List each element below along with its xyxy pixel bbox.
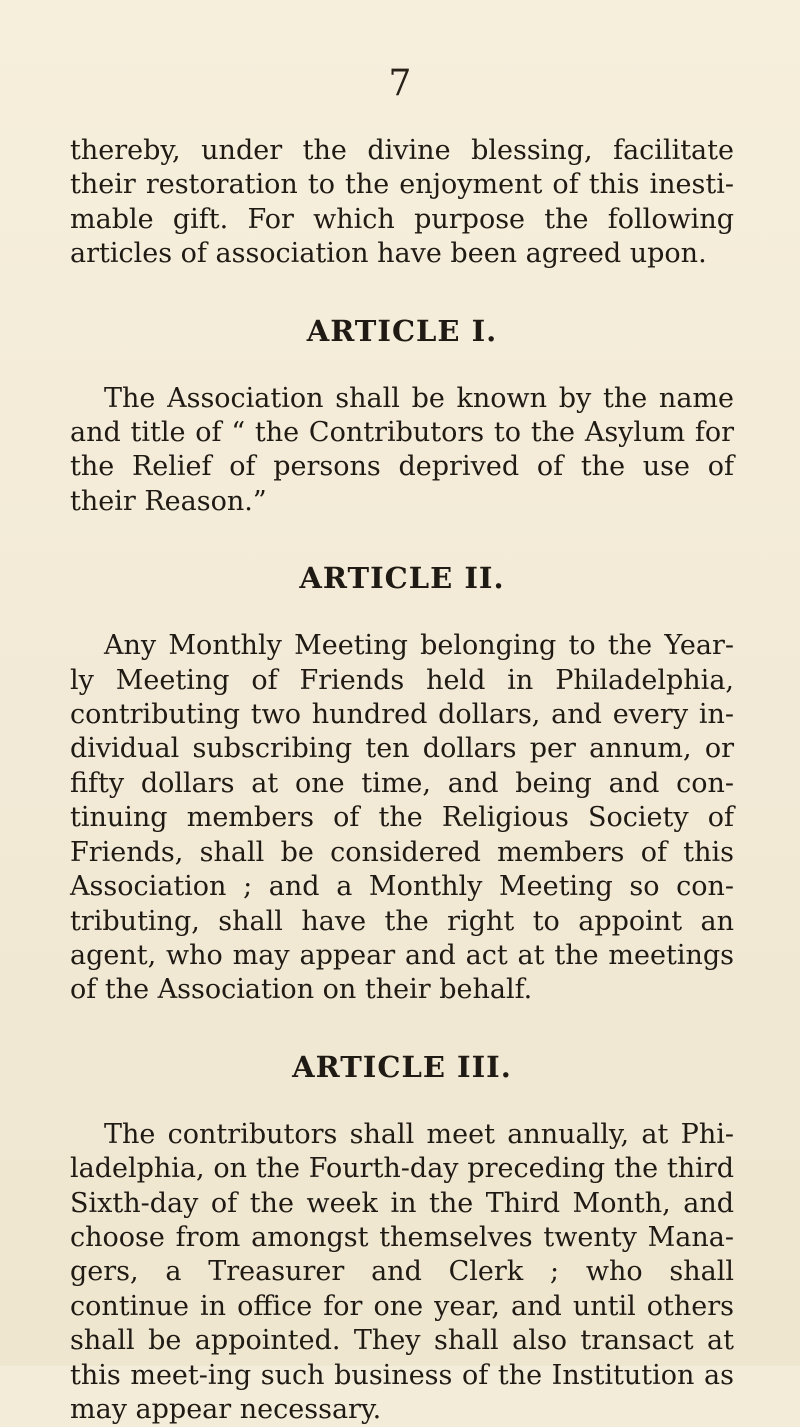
article-3-text: The contributors shall meet annually, at Phi-ladelphia, on the Fourth-day preceding the third Sixth-day of the week in the Third Month, and choose from amongst themselves twenty Mana-gers, a Treasurer and Clerk ; who shall continue in office for one year, and until others shall be appointed. They shall also transact at this meet-ing such business of the Institution as may appear necessary. (70, 1118, 734, 1425)
intro-paragraph: thereby, under the divine blessing, facilitate their restoration to the enjoyment of this inesti-mable gift. For which purpose the following articles of association have been agreed upon. (70, 135, 734, 270)
article-3-heading: ARTICLE III. (292, 1049, 512, 1084)
article-2-text: Any Monthly Meeting belonging to the Year-ly Meeting of Friends held in Philadelphia, contributing two hundred dollars, and every in-dividual subscribing ten dollars per annum, or fifty dollars at one time, and being and con-tinuing members of the Religious Society of Friends, shall be considered members of this Association ; and a Monthly Meeting so con-tributing, shall have the right to appoint an agent, who may appear and act at the meetings of the Association on their behalf. (70, 630, 734, 1006)
article-1-heading: ARTICLE I. (306, 313, 498, 348)
article-1-text: The Association shall be known by the name and title of “ the Contributors to the Asylum for the Relief of persons deprived of the use of their Reason.” (70, 382, 734, 517)
page-content (70, 134, 734, 1427)
page-number: 7 (388, 63, 412, 104)
article-2-heading: ARTICLE II. (299, 561, 505, 596)
